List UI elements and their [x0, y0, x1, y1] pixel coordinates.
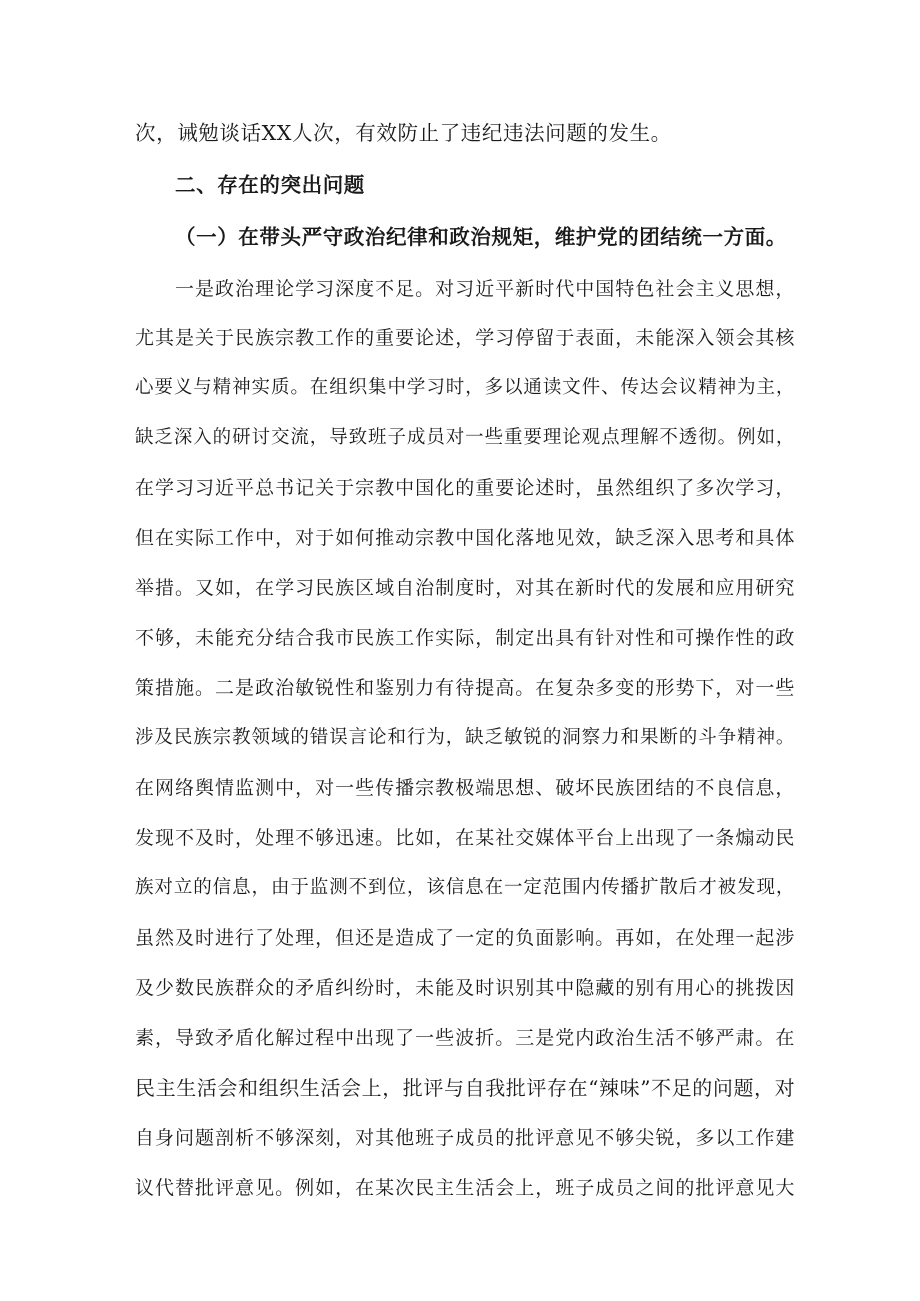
body-line: 素，导致矛盾化解过程中出现了一些波折。三是党内政治生活不够严肃。在: [135, 1027, 795, 1049]
body-line: 及少数民族群众的矛盾纠纷时，未能及时识别其中隐藏的别有用心的挑拨因: [135, 977, 795, 999]
body-line: 在学习习近平总书记关于宗教中国化的重要论述时，虽然组织了多次学习，: [135, 477, 795, 499]
body-line: 心要义与精神实质。在组织集中学习时，多以通读文件、传达会议精神为主，: [135, 377, 795, 398]
body-line: 虽然及时进行了处理，但还是造成了一定的负面影响。再如，在处理一起涉: [135, 927, 795, 949]
section-heading: 二、存在的突出问题: [175, 173, 365, 197]
body-line: 但在实际工作中，对于如何推动宗教中国化落地见效，缺乏深入思考和具体: [135, 527, 795, 549]
body-line: 尤其是关于民族宗教工作的重要论述，学习停留于表面，未能深入领会其核: [135, 327, 795, 349]
body-line: 举措。又如，在学习民族区域自治制度时，对其在新时代的发展和应用研究: [135, 577, 795, 599]
body-line: 一是政治理论学习深度不足。对习近平新时代中国特色社会主义思想，: [175, 278, 795, 300]
body-line: 族对立的信息，由于监测不到位，该信息在一定范围内传播扩散后才被发现，: [135, 877, 795, 898]
body-line: 发现不及时，处理不够迅速。比如，在某社交媒体平台上出现了一条煽动民: [135, 827, 795, 849]
body-line: 不够，未能充分结合我市民族工作实际，制定出具有针对性和可操作性的政: [135, 627, 795, 649]
body-line: 策措施。二是政治敏锐性和鉴别力有待提高。在复杂多变的形势下，对一些: [135, 677, 795, 699]
subsection-heading: （一）在带头严守政治纪律和政治规矩，维护党的团结统一方面。: [175, 225, 787, 249]
body-line: 自身问题剖析不够深刻，对其他班子成员的批评意见不够尖锐，多以工作建: [135, 1127, 795, 1149]
paragraph-continuation-line: 次，诫勉谈话XX人次，有效防止了违纪违法问题的发生。: [135, 121, 672, 145]
body-line: 在网络舆情监测中，对一些传播宗教极端思想、破坏民族团结的不良信息，: [135, 777, 795, 799]
body-line: 涉及民族宗教领域的错误言论和行为，缺乏敏锐的洞察力和果断的斗争精神。: [135, 727, 795, 748]
body-line: 民主生活会和组织生活会上，批评与自我批评存在“辣味”不足的问题，对: [135, 1076, 796, 1100]
body-line: 缺乏深入的研讨交流，导致班子成员对一些重要理论观点理解不透彻。例如，: [135, 427, 795, 448]
body-line: 议代替批评意见。例如，在某次民主生活会上，班子成员之间的批评意见大: [135, 1177, 795, 1199]
